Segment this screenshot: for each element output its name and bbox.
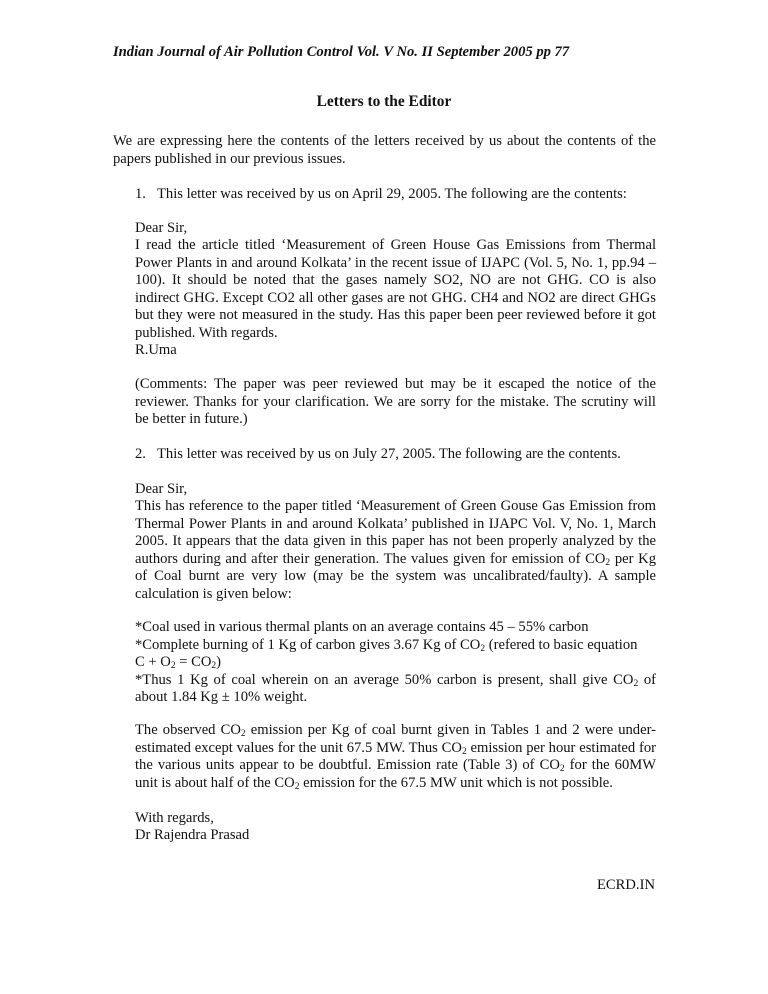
journal-header: Indian Journal of Air Pollution Control Vol. V No. II September 2005 pp 77 xyxy=(113,44,570,60)
letter-2-number: 2. xyxy=(135,446,146,462)
footer-source: ECRD.IN xyxy=(597,877,655,893)
equation: $C + O_2 = CO_2$) xyxy=(135,654,221,672)
letter-2-intro-text: This letter was received by us on July 27, 2005. The following are the contents. xyxy=(157,446,621,462)
letter-2-signature: Dr Rajendra Prasad xyxy=(135,827,250,843)
letter-2-body: This has reference to the paper titled ‘Measurement of Green Gouse Gas Emission from Thermal Power Plants in and around Kolkata’ published in IJAPC Vol. V, No. 1, March 2005. It appears that the data given in this paper has not been properly analyzed by the authors during and after their generation. The values given for emission of $CO_2$ per Kg of Coal burnt are very low (may be the system was uncalibrated/faulty). A sample calculation is given below: xyxy=(135,498,656,602)
letter-2-intro xyxy=(135,446,656,464)
letter-1-signature: R.Uma xyxy=(135,342,177,358)
letter-1-body: I read the article titled ‘Measurement of Green House Gas Emissions from Thermal Power Plants in and around Kolkata’ in the recent issue of IJAPC (Vol. 5, No. 1, pp.94 – 100). It should be noted that the gases namely SO2, NO are not GHG. CO is also indirect GHG. Except CO2 all other gases are not GHG. CH4 and NO2 are direct GHGs but they were not measured in the study. Has this paper been peer reviewed before it got published. With regards. xyxy=(135,237,656,341)
letter-1-intro xyxy=(135,186,656,204)
calculation-item: *Thus 1 Kg of coal wherein on an average 50% carbon is present, shall give $CO_2$ of about 1.84 Kg ± 10% weight. xyxy=(135,671,657,706)
observation-paragraph: The observed $CO_2$ emission per Kg of coal burnt given in Tables 1 and 2 were under-estimated except values for the unit 67.5 MW. Thus $CO_2$ emission per hour estimated for the various units appear to be doubtful. Emission rate (Table 3) of $CO_2$ for the 60MW unit is about half of the $CO_2$ emission for the 67.5 MW unit which is not possible. xyxy=(135,722,656,792)
letter-1-intro-text: This letter was received by us on April 29, 2005. The following are the contents: xyxy=(157,186,627,202)
editor-comments: (Comments: The paper was peer reviewed but may be it escaped the notice of the reviewer. Thanks for your clarification. We are sorry for the mistake. The scrutiny will be better in future.) xyxy=(135,376,656,428)
letter-1-number: 1. xyxy=(135,186,146,202)
calculation-item: *Coal used in various thermal plants on an average contains 45 – 55% carbon xyxy=(135,619,589,635)
page-title: Letters to the Editor xyxy=(316,93,452,110)
letter-1-salutation: Dear Sir, xyxy=(135,220,188,236)
letter-2-salutation: Dear Sir, xyxy=(135,481,188,497)
calculation-list xyxy=(135,619,656,707)
calculation-item: *Complete burning of 1 Kg of carbon gives 3.67 Kg of $CO_2$ (refered to basic equation xyxy=(135,636,638,654)
letter-2-closing: With regards, xyxy=(135,810,214,826)
intro-paragraph: We are expressing here the contents of the letters received by us about the contents of the papers published in our previous issues. xyxy=(113,133,656,167)
